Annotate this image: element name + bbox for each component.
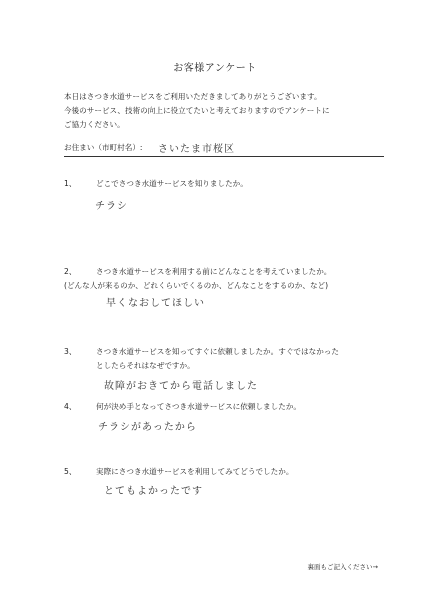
footer-note: 裏面もご記入ください→ [307, 563, 378, 571]
question-text: 何が決め手となってさつき水道サービスに依頼しましたか。 [96, 402, 302, 411]
question-text: どこでさつき水道サービスを知りましたか。 [96, 179, 248, 188]
answer-2[interactable]: 早くなおしてほしい [106, 298, 205, 309]
question-number: 5、 [64, 467, 77, 476]
question-text: さつき水道サービスを知ってすぐに依頼しましたか。すぐではなかった [96, 347, 339, 356]
address-field[interactable] [64, 138, 384, 157]
question-text: (どんな人が来るのか、どれくらいでくるのか、どんなことをするのか、など) [64, 281, 329, 290]
question-text: 実際にさつき水道サービスを利用してみてどうでしたか。 [96, 467, 294, 476]
answer-3[interactable]: 故障がおきてから電話しました [104, 381, 258, 392]
question-number: 1、 [64, 179, 77, 188]
answer-4[interactable]: チラシがあったから [98, 422, 197, 433]
intro-line: 今後のサービス、技術の向上に役立てたいと考えておりますのでアンケートに [64, 106, 330, 115]
question-number: 2、 [64, 267, 77, 276]
question-text: としたらそれはなぜですか。 [96, 361, 195, 370]
question-text: さつき水道サービスを利用する前にどんなことを考えていましたか。 [96, 267, 332, 276]
address-value: さいたま市桜区 [158, 144, 235, 155]
intro-text [64, 90, 384, 132]
question-number: 4、 [64, 402, 77, 411]
page-title: お客様アンケート [173, 63, 257, 74]
answer-5[interactable]: とてもよかったです [104, 486, 203, 497]
intro-line: 本日はさつき水道サービスをご利用いただきましてありがとうございます。 [64, 92, 322, 101]
address-label: お住まい（市町村名）: [64, 143, 143, 152]
intro-line: ご協力ください。 [64, 120, 125, 129]
question-number: 3、 [64, 347, 77, 356]
answer-1[interactable]: チラシ [95, 201, 128, 212]
